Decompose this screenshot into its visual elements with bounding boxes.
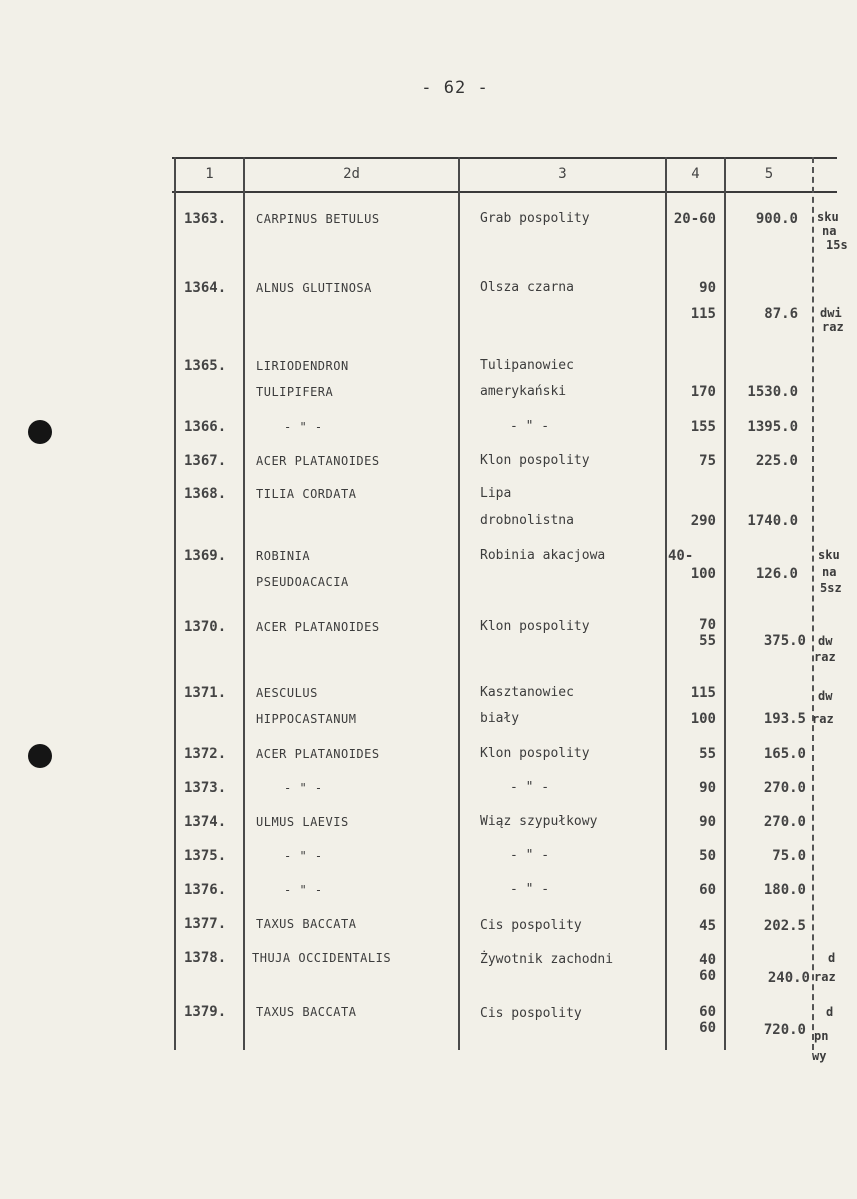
- col4-value: 115: [690, 306, 716, 322]
- col6-note: raz: [822, 320, 844, 334]
- row-number: 1378.: [184, 950, 227, 966]
- col5-value: 1395.0: [747, 419, 798, 435]
- col4-value: 115: [690, 685, 716, 701]
- latin-name: TULIPIFERA: [256, 385, 334, 399]
- row-number: 1375.: [184, 848, 227, 864]
- col4-value: 40-: [668, 548, 694, 564]
- latin-name: PSEUDOACACIA: [256, 575, 349, 589]
- page-number: - 62 -: [421, 78, 489, 98]
- col4-value: 60: [699, 968, 716, 984]
- col4-value: 155: [690, 419, 716, 435]
- polish-name: Cis pospolity: [480, 918, 582, 933]
- col4-value: 40: [699, 952, 716, 968]
- col6-note: 5sz: [820, 581, 842, 595]
- header-col-4: 4: [691, 166, 700, 182]
- polish-name: Lipa: [480, 486, 512, 501]
- latin-name: TILIA CORDATA: [256, 487, 357, 501]
- col4-value: 60: [699, 1004, 716, 1020]
- col5-value: 180.0: [763, 882, 806, 898]
- col4-value: 100: [690, 711, 716, 727]
- row-number: 1372.: [184, 746, 227, 762]
- latin-name: - " -: [284, 781, 323, 795]
- header-bottom-rule: [172, 191, 837, 193]
- col4-value: 290: [690, 513, 716, 529]
- polish-name: amerykański: [480, 384, 567, 399]
- polish-name: Robinia akacjowa: [480, 548, 606, 563]
- row-number: 1376.: [184, 882, 227, 898]
- table-top-rule: [172, 157, 837, 159]
- col5-value: 193.5: [763, 711, 806, 727]
- row-number: 1366.: [184, 419, 227, 435]
- polish-name: Grab pospolity: [480, 211, 590, 226]
- latin-name: ALNUS GLUTINOSA: [256, 281, 372, 295]
- col6-note: dw: [818, 634, 833, 648]
- col6-note: sku: [818, 548, 840, 562]
- row-number: 1368.: [184, 486, 227, 502]
- col5-value: 270.0: [763, 780, 806, 796]
- latin-name: TAXUS BACCATA: [256, 917, 357, 931]
- row-number: 1371.: [184, 685, 227, 701]
- polish-name: biały: [480, 711, 520, 726]
- polish-name: - " -: [510, 882, 550, 897]
- polish-name: Klon pospolity: [480, 619, 590, 634]
- col6-note: raz: [814, 650, 836, 664]
- polish-name: Klon pospolity: [480, 746, 590, 761]
- col5-value: 375.0: [763, 633, 806, 649]
- column-rule-1: [243, 157, 245, 1050]
- col5-value: 87.6: [764, 306, 798, 322]
- col6-note: raz: [812, 712, 834, 726]
- row-number: 1369.: [184, 548, 227, 564]
- col4-value: 90: [699, 780, 716, 796]
- latin-name: - " -: [284, 883, 323, 897]
- row-number: 1367.: [184, 453, 227, 469]
- punch-hole-top: [28, 420, 52, 444]
- col6-note: d: [826, 1005, 834, 1019]
- column-rule-2: [458, 157, 460, 1050]
- col5-value: 225.0: [755, 453, 798, 469]
- col5-value: 720.0: [763, 1022, 806, 1038]
- row-number: 1377.: [184, 916, 227, 932]
- polish-name: - " -: [510, 780, 550, 795]
- col4-value: 70: [699, 617, 716, 633]
- latin-name: TAXUS BACCATA: [256, 1005, 357, 1019]
- latin-name: AESCULUS: [256, 686, 318, 700]
- col6-note: pn: [814, 1029, 829, 1043]
- column-rule-4: [724, 157, 726, 1050]
- header-col-5: 5: [764, 166, 774, 182]
- col4-value: 60: [699, 882, 716, 898]
- col4-value: 20-60: [673, 211, 716, 227]
- row-number: 1364.: [184, 280, 227, 296]
- col4-value: 170: [690, 384, 716, 400]
- col5-value: 1530.0: [747, 384, 798, 400]
- polish-name: drobnolistna: [480, 513, 574, 528]
- header-col-2d: 2d: [343, 166, 360, 182]
- col4-value: 55: [699, 746, 716, 762]
- latin-name: ROBINIA: [256, 549, 311, 563]
- col6-note: d: [828, 951, 836, 965]
- row-number: 1379.: [184, 1004, 227, 1020]
- latin-name: ACER PLATANOIDES: [256, 747, 380, 761]
- col6-note: dwi: [820, 306, 842, 320]
- col5-value: 270.0: [763, 814, 806, 830]
- header-col-3: 3: [558, 166, 567, 182]
- punch-hole-bottom: [28, 744, 52, 768]
- col4-value: 50: [699, 848, 716, 864]
- polish-name: Tulipanowiec: [480, 358, 574, 373]
- row-number: 1363.: [184, 211, 227, 227]
- col5-value: 900.0: [755, 211, 798, 227]
- latin-name: ACER PLATANOIDES: [256, 454, 380, 468]
- col4-value: 45: [699, 918, 716, 934]
- column-rule-0: [174, 157, 176, 1050]
- col4-value: 60: [699, 1020, 716, 1036]
- col6-note: raz: [814, 970, 836, 984]
- col4-value: 55: [699, 633, 716, 649]
- col5-value: 202.5: [763, 918, 806, 934]
- row-number: 1374.: [184, 814, 227, 830]
- latin-name: ULMUS LAEVIS: [256, 815, 349, 829]
- latin-name: CARPINUS BETULUS: [256, 212, 380, 226]
- latin-name: - " -: [284, 849, 323, 863]
- row-number: 1370.: [184, 619, 227, 635]
- latin-name: LIRIODENDRON: [256, 359, 349, 373]
- polish-name: Kasztanowiec: [480, 685, 574, 700]
- column-rule-5: [812, 157, 814, 1050]
- col6-note: na: [822, 565, 837, 579]
- col6-note: 15s: [826, 238, 848, 252]
- latin-name: ACER PLATANOIDES: [256, 620, 380, 634]
- col5-value: 75.0: [772, 848, 806, 864]
- col4-value: 90: [699, 280, 716, 296]
- col4-value: 75: [699, 453, 716, 469]
- col5-value: 240.0: [767, 970, 810, 986]
- col6-note: wy: [812, 1049, 827, 1063]
- col4-value: 90: [699, 814, 716, 830]
- col6-note: dw: [818, 689, 833, 703]
- polish-name: - " -: [510, 419, 550, 434]
- col5-value: 126.0: [755, 566, 798, 582]
- row-number: 1373.: [184, 780, 227, 796]
- polish-name: Żywotnik zachodni: [480, 952, 614, 967]
- col4-value: 100: [690, 566, 716, 582]
- col5-value: 1740.0: [747, 513, 798, 529]
- header-col-1: 1: [205, 166, 214, 182]
- polish-name: Cis pospolity: [480, 1006, 582, 1021]
- row-number: 1365.: [184, 358, 227, 374]
- polish-name: Klon pospolity: [480, 453, 590, 468]
- col6-note: na: [822, 224, 837, 238]
- polish-name: - " -: [510, 848, 550, 863]
- latin-name: THUJA OCCIDENTALIS: [252, 951, 392, 965]
- polish-name: Wiąz szypułkowy: [480, 814, 598, 829]
- col5-value: 165.0: [763, 746, 806, 762]
- latin-name: HIPPOCASTANUM: [256, 712, 357, 726]
- polish-name: Olsza czarna: [480, 280, 574, 295]
- col6-note: sku: [817, 210, 839, 224]
- latin-name: - " -: [284, 420, 323, 434]
